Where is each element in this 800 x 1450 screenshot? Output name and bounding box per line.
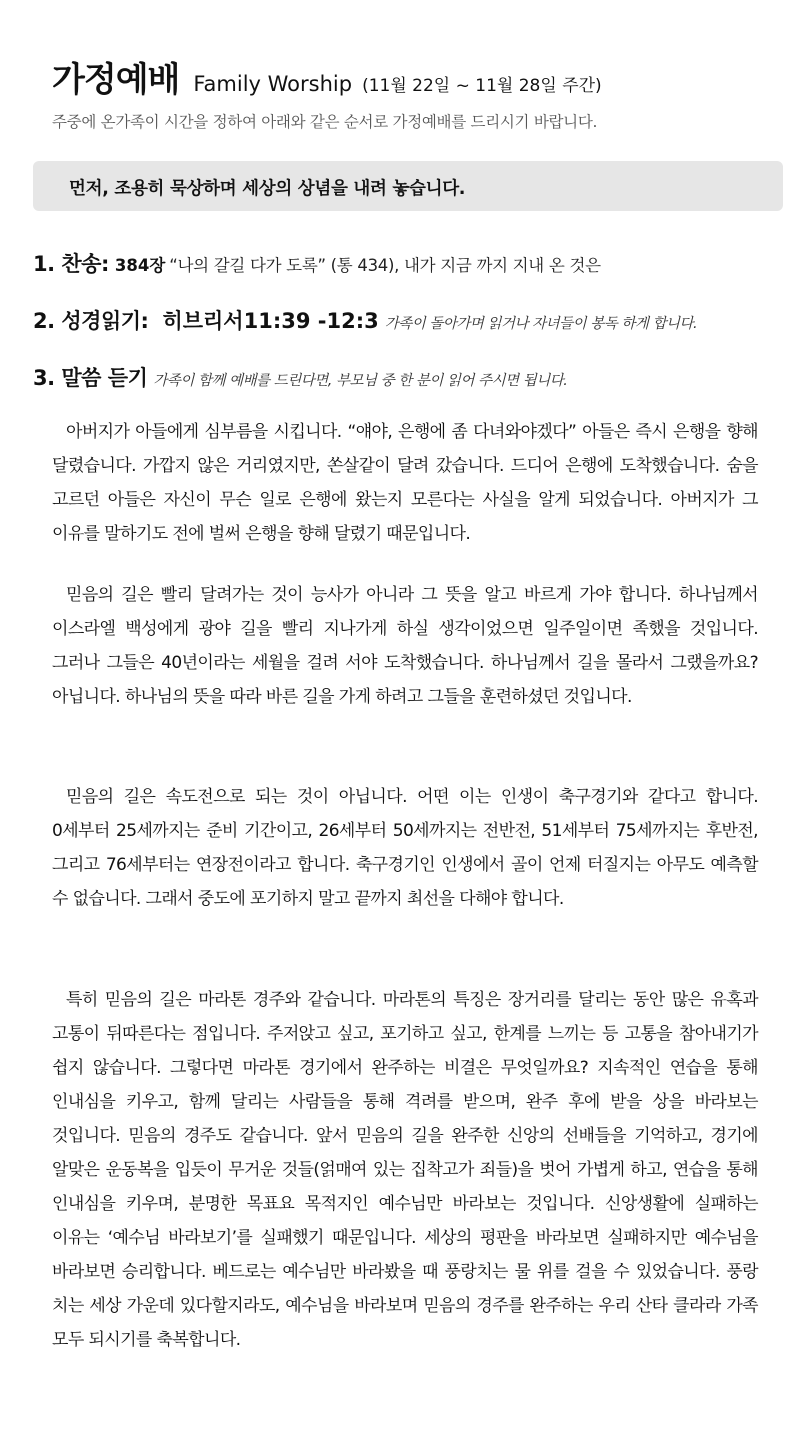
sermon-paragraph: 특히 믿음의 길은 마라톤 경주와 같습니다. 마라톤의 특징은 장거리를 달리는 동안 많은 유혹과 고통이 뒤따른다는 점입니다. 주저앉고 싶고, 포기하고 싶고, 한계를 느끼는 등 고통을 참아내기가 쉽지 않습니다. 그렇다면 마라톤 경기에서 완주하는 비결은 무엇일까요? 지속적인 연습을 통해 인내심을 키우고, 함께 달리는 사람들을 통해 격려를 받으며, 완주 후에 받을 상을 바라보는 것입니다. 믿음의 경주도 같습니다. 앞서 믿음의 길을 완주한 신앙의 선배들을 기억하고, 경기에 알맞은 운동복을 입듯이 무거운 것들(얽매여 있는 집착고가 죄들)을 벗어 가볍게 하고, 연습을 통해 인내심을 키우며, 분명한 목표요 목적지인 예수님만 바라보는 것입니다. 신앙생활에 실패하는 이유는 ‘예수님 바라보기’를 실패했기 때문입니다. 세상의 평판을 바라보면 실패하지만 예수님을 바라보면 승리합니다. 베드로는 예수님만 바라봤을 때 풍랑치는 물 위를 걸을 수 있었습니다. 풍랑 치는 세상 가운데 있다할지라도, 예수님을 바라보며 믿음의 경주를 완주하는 우리 산타 클라라 가족 모두 되시기를 축복합니다. [52, 990, 758, 1350]
date-range: (11월 22일 ~ 11월 28일 주간) [362, 76, 602, 96]
page-title-english: Family Worship [193, 72, 353, 96]
page-title: 가정예배 [52, 60, 180, 100]
order-item-label: 3. 말씀 듣기 [33, 366, 148, 390]
hymn-title: “나의 갈길 다가 도록” (통 434), 내가 지금 까지 지내 온 것은 [169, 256, 601, 275]
order-item-sermon [33, 362, 567, 392]
meditation-banner [33, 161, 783, 211]
hymn-number: 384장 [114, 256, 166, 275]
order-item-label: 1. 찬송: [33, 252, 109, 276]
page-header [52, 52, 772, 101]
sermon-note: 가족이 함께 예배를 드린다면, 부모님 중 한 분이 읽어 주시면 됩니다. [153, 373, 568, 389]
sermon-paragraph: 믿음의 길은 속도전으로 되는 것이 아닙니다. 어떤 이는 인생이 축구경기와 같다고 합니다. 0세부터 25세까지는 준비 기간이고, 26세부터 50세까지는 전반전, 51세부터 75세까지는 후반전, 그리고 76세부터는 연장전이라고 합니다. 축구경기인 인생에서 골이 언제 터질지는 아무도 예측할 수 없습니다. 그래서 중도에 포기하지 말고 끝까지 최선을 다해야 합니다. [52, 787, 758, 909]
sermon-paragraph: 아버지가 아들에게 심부름을 시킵니다. “얘야, 은행에 좀 다녀와야겠다” 아들은 즉시 은행을 향해 달렸습니다. 가깝지 않은 거리였지만, 쏜살같이 달려 갔습니다. 드디어 은행에 도착했습니다. 숨을 고르던 아들은 자신이 무슨 일로 은행에 왔는지 모른다는 사실을 알게 되었습니다. 아버지가 그 이유를 말하기도 전에 벌써 은행을 향해 달렸기 때문입니다. [52, 422, 758, 544]
scripture-note: 가족이 돌아가며 읽거나 자녀들이 봉독 하게 합니다. [384, 316, 698, 332]
scripture-reference: 히브리서11:39 -12:3 [162, 309, 379, 333]
sermon-paragraph: 믿음의 길은 빨리 달려가는 것이 능사가 아니라 그 뜻을 알고 바르게 가야 합니다. 하나님께서 이스라엘 백성에게 광야 길을 빨리 지나가게 하실 생각이었으면 일주일이면 족했을 것입니다. 그러나 그들은 40년이라는 세월을 걸려 서야 도착했습니다. 하나님께서 길을 몰라서 그랬을까요? 아닙니다. 하나님의 뜻을 따라 바른 길을 가게 하려고 그들을 훈련하셨던 것입니다. [52, 585, 758, 707]
meditation-banner-text: 먼저, 조용히 묵상하며 세상의 상념을 내려 놓습니다. [69, 179, 466, 199]
order-item-hymn [33, 248, 601, 278]
page-subtitle: 주중에 온가족이 시간을 정하여 아래와 같은 순서로 가정예배를 드리시기 바랍니다. [52, 113, 598, 131]
order-item-label: 2. 성경읽기: [33, 309, 149, 333]
order-item-scripture [33, 305, 697, 335]
